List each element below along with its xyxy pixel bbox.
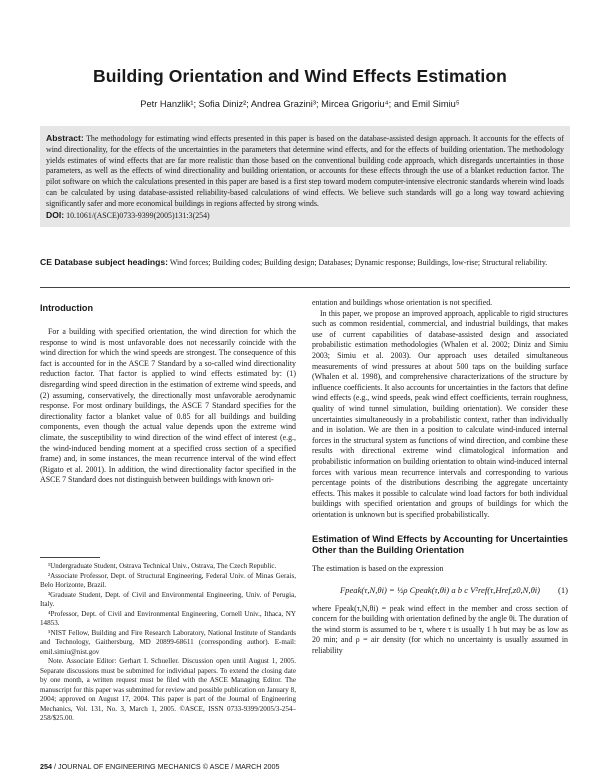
abstract-box bbox=[40, 126, 570, 227]
doi-value: 10.1061/(ASCE)0733-9399(2005)131:3(254) bbox=[66, 210, 210, 220]
equation-1 bbox=[312, 585, 568, 596]
page-footer bbox=[40, 762, 280, 771]
equation-number: (1) bbox=[557, 585, 568, 596]
subject-headings bbox=[40, 257, 565, 269]
estimation-heading: Estimation of Wind Effects by Accounting for Uncertainties Other than the Building Orientation bbox=[312, 534, 568, 556]
abstract-text: The methodology for estimating wind effects presented in this paper is based on the database-assisted design approach. It accounts for the effects of wind directionality, for the effects of the uncertainties in the parameters that determine wind effects, and for the effects of building orientation. The methodology yields estimates of wind effects that are far more realistic than those based on the conventional building code approach, which disregards uncertainties in those parameters, as well as the effects of wind directionality and building orientation, or accounts for these effects through the use of a blanket reduction factor. The pilot software on which the calculations presented in this paper are based is a first step toward modern computer-intensive electronic standards wherein wind loads can be calculated by using database-assisted reliability-based calculations of wind effects. We believe such standards will go a long way toward achieving significantly safer and more economical buildings in regions affected by strong winds. bbox=[46, 134, 564, 208]
footnote-4: ⁴Professor, Dept. of Civil and Environmental Engineering, Cornell Univ., Ithaca, NY 14853. bbox=[40, 609, 296, 627]
footnote-1: ¹Undergraduate Student, Ostrava Technical Univ., Ostrava, The Czech Republic. bbox=[48, 562, 277, 570]
footnote-3: ³Graduate Student, Dept. of Civil and Environmental Engineering, Univ. of Perugia, Italy. bbox=[40, 590, 296, 608]
intro-paragraph-2: In this paper, we propose an improved approach, applicable to rigid structures such as common residential, commercial, and industrial buildings, that makes use of current capabilities of database-assisted design and associated probabilistic estimation methodologies (Whalen et al. 2002; Diniz and Simiu 2003; Simiu et al. 2003). Our approach uses detailed simultaneous measurements of wind pressures at about 500 taps on the building surface (Whalen et al. 1998), and comprehensive characterizations of the structure by influence coefficients. It also accounts for uncertainties in the factors that define wind effects (e.g., wind speeds, peak wind effect coefficients, terrain roughness, quality of wind tunnel simulation, building orientation). We consider these uncertainties simultaneously in a probabilistic context, rather than individually and in isolation. We are then in a position to calculate wind-induced internal forces in the structural system as functions of wind direction, and combine these results with directional extreme wind climatological information and probabilistic information on building orientation to obtain wind-induced internal forces with various mean recurrence intervals and corresponding to various percentage points of the distributions describing the aggregate uncertainty effects. This makes it possible to calculate wind load factors for both individual buildings with specified orientation and groups of buildings for which the orientation is unknown but is specified probabilistically. bbox=[312, 308, 568, 519]
abstract-label: Abstract: bbox=[46, 133, 84, 143]
estimation-paragraph-1: The estimation is based on the expression bbox=[312, 564, 444, 574]
paper-title: Building Orientation and Wind Effects Estimation bbox=[93, 66, 507, 86]
page-number: 254 bbox=[40, 762, 52, 771]
journal-footer-text: / JOURNAL OF ENGINEERING MECHANICS © ASCE / MARCH 2005 bbox=[54, 762, 280, 771]
footnote-2: ²Associate Professor, Dept. of Structural Engineering, Federal Univ. of Minas Gerais, Belo Horizonte, Brazil. bbox=[40, 571, 296, 589]
estimation-paragraph-2: where Fpeak(τ,N,θi) = peak wind effect in the member and cross section of concern for the building with orientation defined by the angle θi. The duration of the wind storm is assumed to be τ, where τ is usually 1 h but may be as low as 20 min; and ρ = air density (for which no uncertainty is usually assumed in reliability bbox=[312, 603, 568, 656]
footnotes bbox=[40, 562, 296, 724]
footnote-5: ⁵NIST Fellow, Building and Fire Research Laboratory, National Institute of Standards and Technology, Gaithersburg, MD 20899-68611 (corresponding author). E-mail: emil.simiu@nist.gov bbox=[40, 628, 296, 656]
editor-note: Note. Associate Editor: Gerhart I. Schueller. Discussion open until August 1, 2005. Separate discussions must be submitted for individual papers. To extend the closing date by one month, a written request must be filed with the ASCE Managing Editor. The manuscript for this paper was submitted for review and possible publication on January 8, 2004; approved on August 17, 2004. This paper is part of the Journal of Engineering Mechanics, Vol. 131, No. 3, March 1, 2005. ©ASCE, ISSN 0733-9399/2005/3-254–258/$25.00. bbox=[40, 657, 296, 722]
subject-label: CE Database subject headings: bbox=[40, 257, 168, 267]
author-list: Petr Hanzlik¹; Sofia Diniz²; Andrea Grazini³; Mircea Grigoriu⁴; and Emil Simiu⁵ bbox=[140, 99, 460, 109]
intro-paragraph-1-continued: entation and buildings whose orientation is not specified. bbox=[312, 298, 493, 307]
equation-expression: Fpeak(τ,N,θi) = ½ρ Cpeak(τ,θi) a b c V²ref(τ,Href,z0,N,θi) bbox=[339, 585, 541, 596]
footnote-divider bbox=[40, 557, 100, 558]
section-divider bbox=[40, 287, 570, 288]
left-column bbox=[40, 298, 296, 486]
right-column bbox=[312, 298, 568, 657]
intro-paragraph-1: For a building with specified orientation, the wind direction for which the response to wind is most unfavorable does not necessarily coincide with the wind direction for which the wind speeds are strongest. The consequence of this fact is accounted for in the ASCE 7 Standard by a so-called wind directionality reduction factor. That factor is applied to wind effects estimated by: (1) disregarding wind speed direction in the estimation of extreme wind speeds, and (2) assuming, conservatively, the directionally most unfavorable aerodynamic response. For most ordinary buildings, the ASCE 7 Standard specifies for the directionality factor a blanket value of 0.85 for all buildings and building components, even though the actual value depends upon the extreme wind climate, the susceptibility to wind direction of the wind effect of interest (e.g., the wind-induced bending moment at a specified cross section of a specified frame) and, in some instances, the mean recurrence interval of the wind effect (Rigato et al. 2001). In addition, the wind directionality factor specified in the ASCE 7 Standard does not distinguish between buildings with known ori- bbox=[40, 327, 296, 485]
doi-label: DOI: bbox=[46, 209, 65, 220]
intro-heading: Introduction bbox=[40, 303, 94, 313]
subject-text: Wind forces; Building codes; Building design; Databases; Dynamic response; Buildings, low-rise; Structural reliability. bbox=[169, 258, 548, 267]
